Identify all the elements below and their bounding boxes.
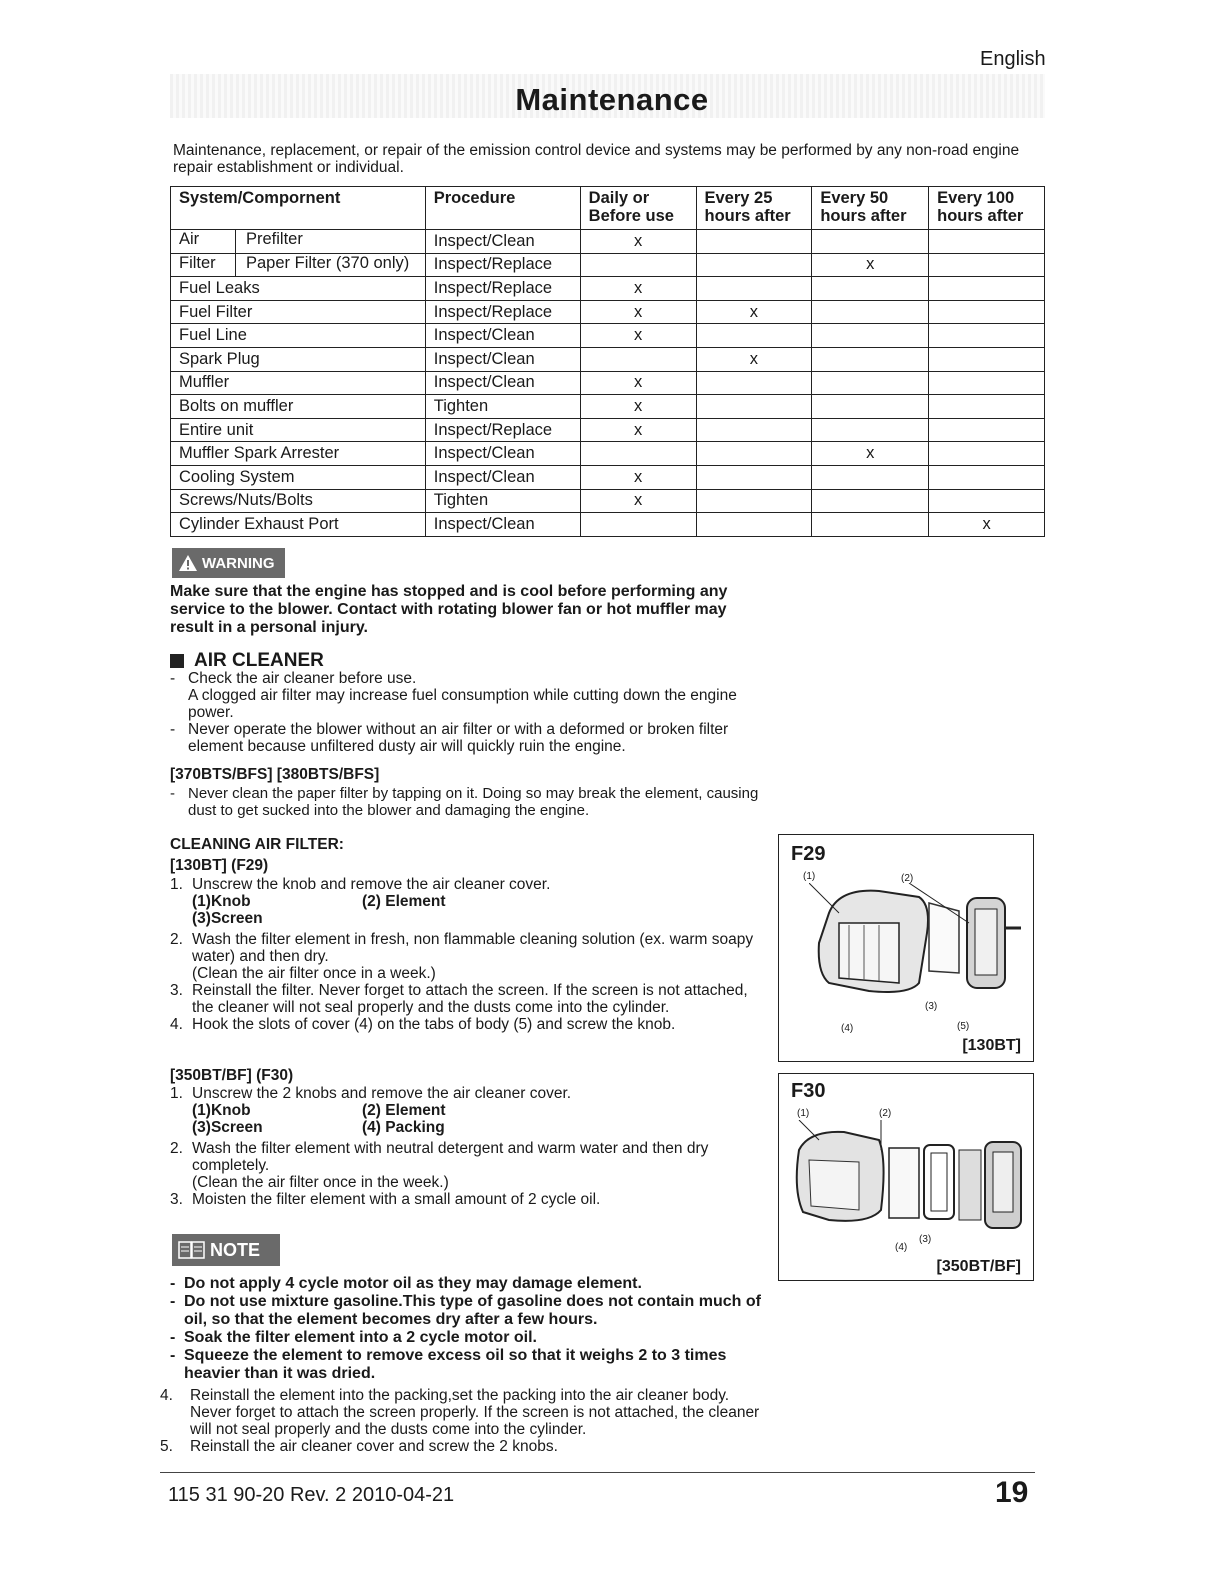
figure-caption: [130BT] [962, 1037, 1021, 1054]
air-filter-label: Air [171, 230, 236, 253]
table-row [171, 371, 1045, 395]
cell-system: Fuel Leaks [171, 277, 426, 301]
cell-procedure: Inspect/Clean [425, 371, 580, 395]
list-item: - Soak the filter element into a 2 cycle motor oil. [170, 1329, 537, 1346]
figure-f30 [778, 1073, 1034, 1281]
cell-procedure: Inspect/Clean [425, 324, 580, 348]
air-cleaner-bullets [170, 670, 770, 755]
callout: (4) [841, 1023, 854, 1034]
air-cleaner-diagram-f30 [789, 1120, 1029, 1240]
cell-50h [812, 395, 929, 419]
cell-procedure: Inspect/Clean [425, 347, 580, 371]
cell-100h [929, 347, 1045, 371]
cell-procedure: Inspect/Replace [425, 418, 580, 442]
cell-25h [696, 277, 812, 301]
table-row [171, 442, 1045, 466]
list-item: 3. Moisten the filter element with a small amount of 2 cycle oil. [170, 1191, 601, 1208]
table-row [171, 300, 1045, 324]
note-book-icon [178, 1240, 206, 1260]
header-100h: Every 100 hours after [929, 187, 1045, 230]
figure-label: F30 [791, 1080, 826, 1102]
callout: (3) [919, 1234, 932, 1245]
header-50h: Every 50 hours after [812, 187, 929, 230]
callout: (1) [803, 871, 816, 882]
cell-system: Muffler [171, 371, 426, 395]
f30-heading: [350BT/BF] (F30) [170, 1067, 294, 1084]
list-item: 2. Wash the filter element in fresh, non flammable cleaning solution (ex. warm soapy water) and then dry. (Clean the air filter once in a week.) [170, 931, 754, 982]
air-row-sub: Prefilter [246, 230, 303, 248]
footer-divider [160, 1472, 1035, 1473]
air-filter-label: Filter [171, 254, 236, 277]
cell-system: Cylinder Exhaust Port [171, 513, 426, 537]
cell-system: Bolts on muffler [171, 395, 426, 419]
cell-50h [812, 230, 929, 254]
list-item: 2. Wash the filter element with neutral detergent and warm water and then dry completely. (Clean the air filter once in the week.) [170, 1140, 709, 1191]
cell-procedure: Tighten [425, 395, 580, 419]
cell-procedure: Inspect/Replace [425, 277, 580, 301]
cell-100h [929, 418, 1045, 442]
note-badge [172, 1234, 280, 1266]
cell-system: Screws/Nuts/Bolts [171, 489, 426, 513]
cell-25h: x [696, 300, 812, 324]
cell-daily: x [580, 465, 696, 489]
cell-daily [580, 253, 696, 277]
header-25h: Every 25 hours after [696, 187, 812, 230]
cell-100h [929, 371, 1045, 395]
warning-text: Make sure that the engine has stopped and is cool before performing any service to the blower. Contact with rotating blower fan or hot muffler may result in a personal injury. [170, 583, 728, 636]
cell-100h [929, 465, 1045, 489]
table-row [171, 324, 1045, 348]
cell-25h [696, 230, 812, 254]
cell-system: Cooling System [171, 465, 426, 489]
page-number: 19 [995, 1476, 1029, 1509]
cell-25h [696, 489, 812, 513]
callout: (2) [879, 1108, 892, 1119]
list-item: 1. Unscrew the knob and remove the air cleaner cover. (1)Knob (2) Element (3)Screen [170, 876, 760, 927]
callout: (4) [895, 1242, 908, 1253]
list-item: 1. Unscrew the 2 knobs and remove the air cleaner cover. (1)Knob (2) Element (3)Screen (4) Packing [170, 1085, 572, 1136]
f29-steps [170, 876, 760, 1033]
cell-25h: x [696, 347, 812, 371]
figure-caption: [350BT/BF] [936, 1258, 1021, 1275]
cell-25h [696, 513, 812, 537]
list-item: - Never operate the blower without an air filter or with a deformed or broken filter element because unfiltered dusty air will quickly ruin the engine. [170, 721, 729, 755]
cell-50h [812, 277, 929, 301]
model-bullet: - Never clean the paper filter by tapping on it. Doing so may break the element, causing dust to get sucked into the blower and damaging the engine. [170, 785, 759, 819]
list-item: - Squeeze the element to remove excess oil so that it weighs 2 to 3 times heavier than it was dried. [170, 1347, 727, 1382]
cell-50h: x [812, 442, 929, 466]
cell-50h [812, 324, 929, 348]
model-heading: [370BTS/BFS] [380BTS/BFS] [170, 766, 380, 783]
cell-100h [929, 395, 1045, 419]
cell-daily: x [580, 395, 696, 419]
cell-25h [696, 395, 812, 419]
note-badge-label: NOTE [210, 1239, 261, 1260]
cell-50h [812, 418, 929, 442]
language-label: English [980, 48, 1046, 70]
table-row [171, 230, 1045, 254]
cell-daily [580, 513, 696, 537]
f29-parts: (1)Knob (2) Element [192, 893, 446, 910]
table-row [171, 489, 1045, 513]
cell-procedure: Inspect/Clean [425, 442, 580, 466]
cell-procedure: Inspect/Clean [425, 230, 580, 254]
cell-system: Entire unit [171, 418, 426, 442]
cell-100h [929, 300, 1045, 324]
header-daily: Daily or Before use [580, 187, 696, 230]
callout: (5) [957, 1021, 970, 1032]
warning-badge-label: WARNING [202, 554, 275, 572]
maintenance-schedule-table [170, 186, 1045, 537]
callout: (3) [925, 1001, 938, 1012]
cell-25h [696, 418, 812, 442]
table-row [171, 465, 1045, 489]
figure-label: F29 [791, 843, 826, 865]
f29-heading: [130BT] (F29) [170, 857, 269, 874]
table-row [171, 418, 1045, 442]
cell-100h [929, 230, 1045, 254]
cell-daily: x [580, 324, 696, 348]
callout: (2) [901, 873, 914, 884]
cell-daily [580, 347, 696, 371]
note-list [170, 1275, 770, 1383]
cell-procedure: Inspect/Replace [425, 300, 580, 324]
cell-25h [696, 324, 812, 348]
table-row [171, 253, 1045, 277]
intro-paragraph: Maintenance, replacement, or repair of the emission control device and systems may be performed by any non-road engine repair establishment or individual. [173, 142, 1020, 176]
list-item: 4. Reinstall the element into the packing,set the packing into the air cleaner body. Never forget to attach the screen properly. If the screen is not attached, the cleaner will not seal properly and the dusts come into the cylinder. [160, 1387, 760, 1438]
header-procedure: Procedure [425, 187, 580, 230]
cell-procedure: Tighten [425, 489, 580, 513]
cell-daily [580, 442, 696, 466]
table-row [171, 513, 1045, 537]
cell-system: Fuel Line [171, 324, 426, 348]
warning-badge [172, 548, 285, 578]
cell-50h [812, 489, 929, 513]
air-filter-system-cell [171, 230, 426, 254]
list-item: - Do not apply 4 cycle motor oil as they may damage element. [170, 1275, 642, 1292]
cell-50h [812, 300, 929, 324]
cell-25h [696, 253, 812, 277]
air-cleaner-heading: AIR CLEANER [170, 650, 324, 672]
cell-daily: x [580, 277, 696, 301]
cell-system: Fuel Filter [171, 300, 426, 324]
air-cleaner-diagram-f29 [809, 883, 1029, 1023]
cell-daily: x [580, 371, 696, 395]
cell-50h [812, 371, 929, 395]
f30-steps [170, 1085, 760, 1208]
table-row [171, 347, 1045, 371]
header-system: System/Compornent [171, 187, 426, 230]
cell-100h [929, 489, 1045, 513]
table-header-row [171, 187, 1045, 230]
cell-daily: x [580, 300, 696, 324]
final-steps [160, 1387, 770, 1455]
air-filter-system-cell [171, 253, 426, 277]
air-row-sub: Paper Filter (370 only) [246, 253, 410, 272]
warning-triangle-icon [178, 554, 198, 572]
cell-100h: x [929, 513, 1045, 537]
cell-procedure: Inspect/Clean [425, 513, 580, 537]
cell-25h [696, 371, 812, 395]
table-row [171, 277, 1045, 301]
cell-50h [812, 465, 929, 489]
cell-100h [929, 277, 1045, 301]
cell-50h [812, 347, 929, 371]
section-square-icon [170, 654, 184, 668]
cleaning-heading: CLEANING AIR FILTER: [170, 836, 344, 853]
list-item: - Check the air cleaner before use. A clogged air filter may increase fuel consumption while cutting down the engine power. [170, 670, 737, 721]
callout: (1) [797, 1108, 810, 1119]
figure-f29 [778, 834, 1034, 1062]
document-id: 115 31 90-20 Rev. 2 2010-04-21 [168, 1484, 455, 1506]
cell-100h [929, 253, 1045, 277]
cell-procedure: Inspect/Replace [425, 253, 580, 277]
cell-50h: x [812, 253, 929, 277]
list-item: 5. Reinstall the air cleaner cover and screw the 2 knobs. [160, 1438, 558, 1455]
cell-50h [812, 513, 929, 537]
list-item: - Do not use mixture gasoline.This type of gasoline does not contain much of oil, so that the element becomes dry after a few hours. [170, 1293, 761, 1328]
table-row [171, 395, 1045, 419]
cell-daily: x [580, 230, 696, 254]
list-item: 4. Hook the slots of cover (4) on the tabs of body (5) and screw the knob. [170, 1016, 676, 1033]
page-title: Maintenance [515, 82, 709, 117]
cell-system: Spark Plug [171, 347, 426, 371]
cell-system: Muffler Spark Arrester [171, 442, 426, 466]
list-item: 3. Reinstall the filter. Never forget to attach the screen. If the screen is not attached, the cleaner will not seal properly and the dusts come into the cylinder. [170, 982, 748, 1016]
cell-25h [696, 442, 812, 466]
cell-100h [929, 324, 1045, 348]
cell-procedure: Inspect/Clean [425, 465, 580, 489]
cell-daily: x [580, 418, 696, 442]
cell-100h [929, 442, 1045, 466]
cell-25h [696, 465, 812, 489]
cell-daily: x [580, 489, 696, 513]
